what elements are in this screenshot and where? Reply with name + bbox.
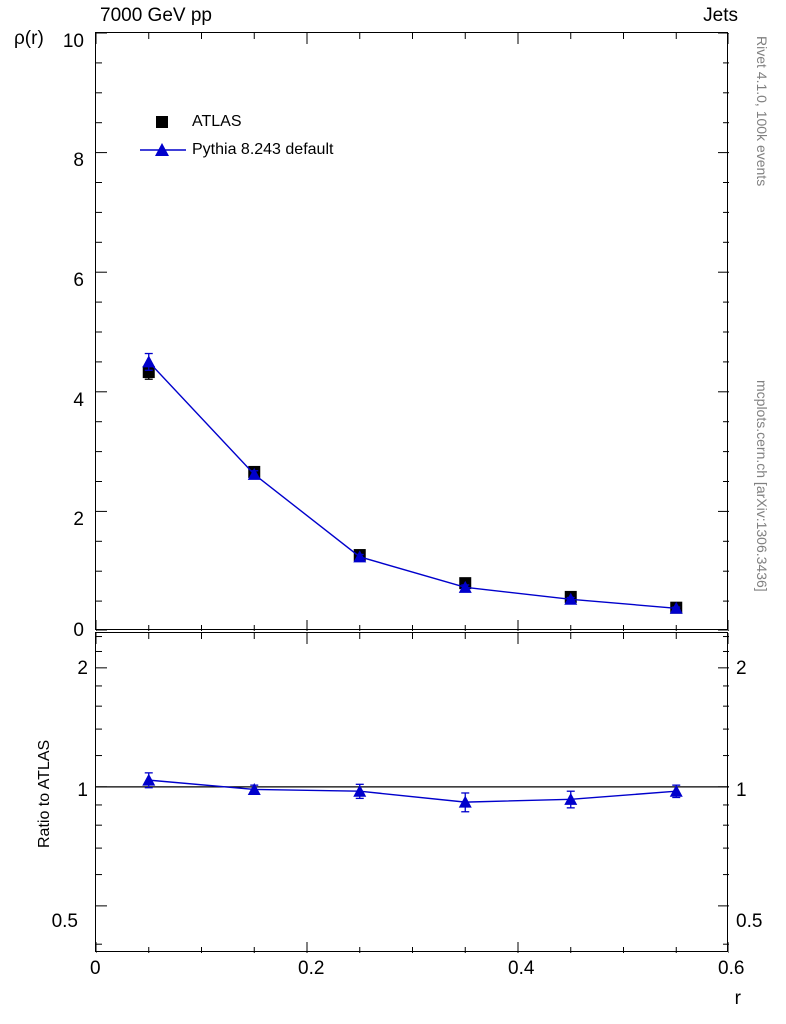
header-beam-label: 7000 GeV pp: [100, 5, 212, 26]
mcplots-reference-annotation: mcplots.cern.ch [arXiv:1306.3436]: [754, 380, 770, 592]
y-axis-label: ρ(r): [14, 28, 44, 49]
ratio-plot-canvas: [96, 633, 729, 953]
x-tick-label: 0.2: [298, 958, 325, 979]
ratio-y-tick-label-right: 1: [736, 780, 747, 801]
legend-marker-square-icon: [140, 110, 186, 134]
rivet-version-annotation: Rivet 4.1.0, 100k events: [754, 36, 770, 187]
x-tick-label: 0.6: [718, 958, 745, 979]
y-tick-label: 0: [73, 620, 84, 641]
y-tick-label: 10: [62, 31, 84, 52]
ratio-y-tick-label: 0.5: [51, 911, 78, 932]
header-analysis-label: Jets: [703, 5, 738, 26]
y-tick-label: 2: [73, 509, 84, 530]
legend-marker-triangle-icon: [140, 138, 186, 162]
main-plot-canvas: [96, 33, 729, 631]
ratio-y-tick-label-right: 0.5: [736, 911, 763, 932]
y-tick-label: 6: [73, 270, 84, 291]
x-tick-label: 0: [90, 958, 101, 979]
y-tick-label: 4: [73, 390, 84, 411]
x-tick-label: 0.4: [508, 958, 535, 979]
legend-label: Pythia 8.243 default: [192, 141, 334, 158]
legend-label: ATLAS: [192, 113, 242, 130]
ratio-y-tick-label-right: 2: [736, 658, 747, 679]
ratio-y-axis-label: Ratio to ATLAS: [36, 739, 53, 848]
ratio-y-tick-label: 1: [77, 780, 88, 801]
ratio-plot-panel: [95, 632, 728, 952]
x-axis-label: r: [734, 988, 741, 1009]
y-tick-label: 8: [73, 150, 84, 171]
ratio-y-tick-label: 2: [77, 658, 88, 679]
main-plot-panel: [95, 32, 728, 630]
